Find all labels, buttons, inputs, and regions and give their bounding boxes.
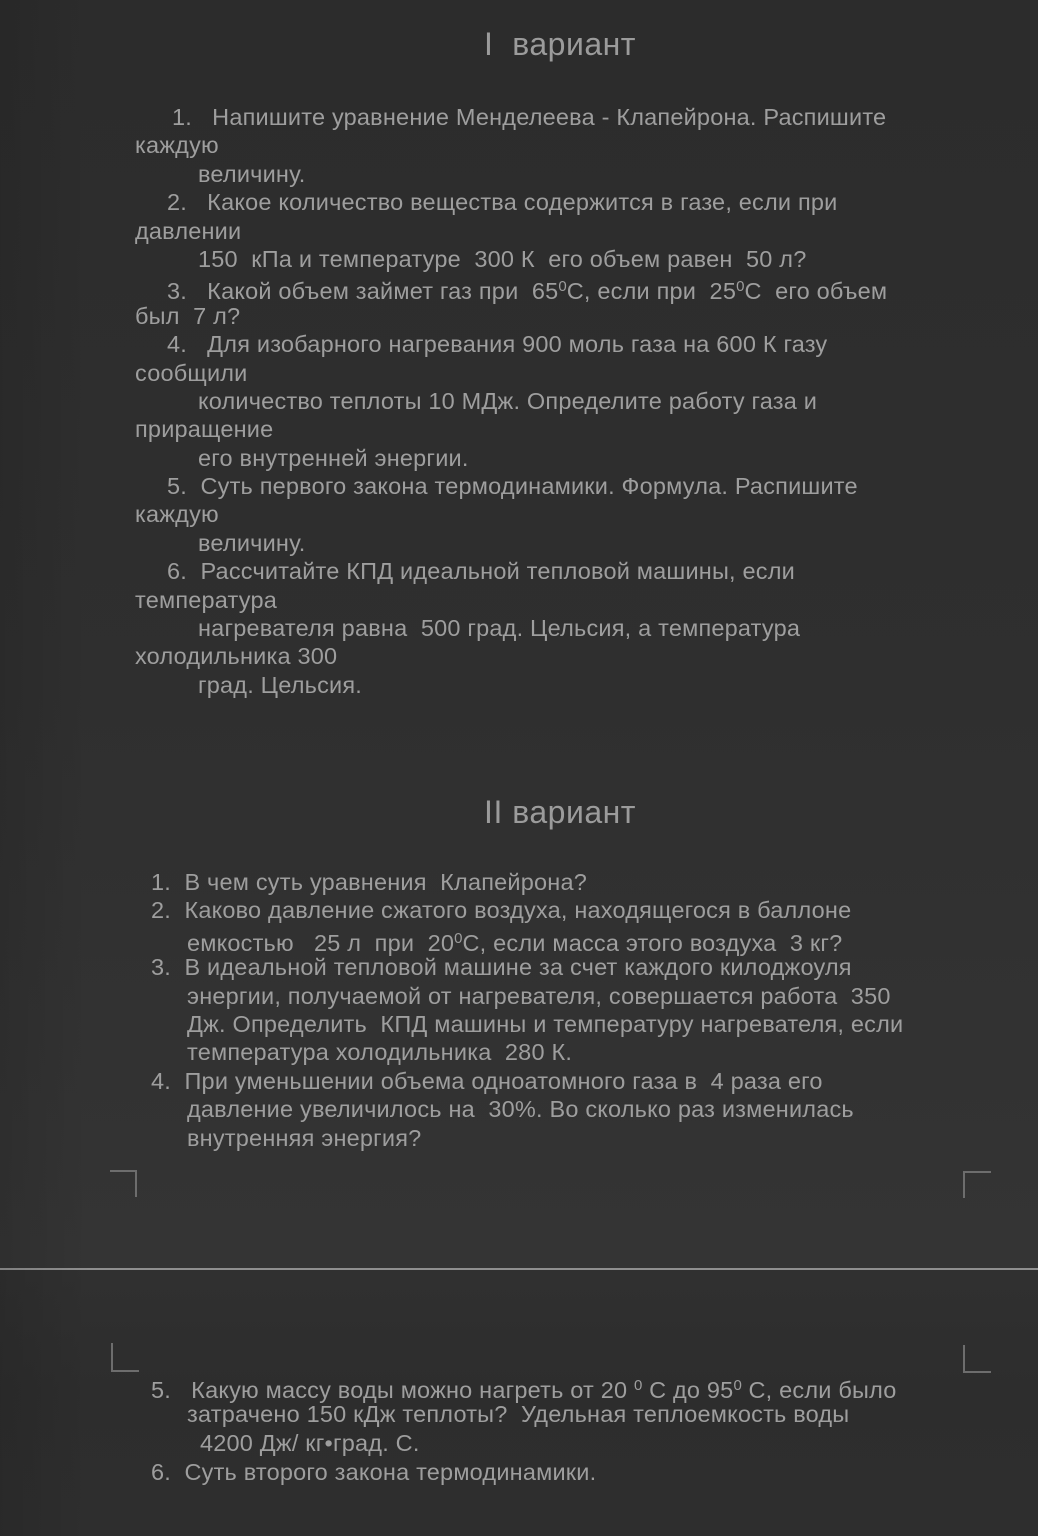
line-text: 4200 Дж/ кг•град. С. — [200, 1430, 420, 1456]
corner-mark-icon — [110, 1170, 137, 1197]
question-line — [0, 1429, 1038, 1458]
question-line — [0, 1458, 1038, 1487]
question-line — [0, 982, 1038, 1010]
line-text: величину. — [198, 160, 306, 187]
line-text: сообщили — [135, 359, 248, 386]
line-text: 3. В идеальной тепловой машине за счет каждого килоджоуля — [151, 954, 852, 981]
question-line — [0, 1038, 1038, 1066]
question-line — [0, 557, 1038, 585]
question-line — [0, 925, 1038, 956]
question-line — [0, 131, 1038, 159]
question-line — [0, 500, 1038, 528]
question-line — [0, 586, 1038, 614]
superscript-zero: 0 — [558, 278, 567, 296]
line-text: емкостью 25 л при 20 — [187, 929, 455, 956]
line-text: 4. При уменьшении объема одноатомного газа в 4 раза его — [151, 1067, 823, 1094]
question-line — [0, 671, 1038, 699]
line-text: каждую — [135, 132, 219, 159]
line-text: 1. Напишите уравнение Менделеева - Клапейрона. Распишите — [172, 104, 887, 130]
question-line — [0, 1371, 1038, 1403]
line-text: приращение — [135, 416, 274, 443]
line-text: давлении — [135, 217, 242, 244]
superscript-zero: 0 — [454, 929, 463, 947]
question-line — [0, 444, 1038, 472]
question-line — [0, 1400, 1038, 1429]
question-line — [0, 245, 1038, 273]
question-line — [0, 160, 1038, 188]
line-text: 6. Рассчитайте КПД идеальной тепловой машины, если — [167, 558, 795, 585]
line-text: его внутренней энергии. — [198, 444, 469, 471]
question-line — [0, 188, 1038, 216]
corner-mark-icon — [963, 1345, 991, 1373]
line-text: внутренняя энергия? — [187, 1124, 422, 1151]
line-text: 4. Для изобарного нагревания 900 моль газа на 600 К газу — [167, 331, 828, 358]
question-line — [0, 1095, 1038, 1123]
variant-1-questions — [0, 103, 1038, 699]
question-line — [0, 387, 1038, 415]
line-text: С, если при 25 — [566, 278, 737, 305]
variant-1-title: I вариант — [484, 26, 636, 62]
line-text: каждую — [135, 501, 219, 528]
line-text: 150 кПа и температуре 300 К его объем равен 50 л? — [198, 245, 807, 272]
document-page-2 — [0, 1270, 1038, 1536]
corner-mark-icon — [111, 1343, 139, 1372]
superscript-zero: 0 — [733, 1377, 742, 1394]
line-text: 3. Какой объем займет газ при 65 — [167, 278, 559, 305]
line-text: град. Цельсия. — [198, 671, 363, 698]
line-text: 6. Суть второго закона термодинамики. — [151, 1459, 597, 1485]
line-text: С до 95 — [642, 1377, 734, 1403]
question-line — [0, 415, 1038, 443]
question-line — [0, 302, 1038, 330]
question-line — [0, 642, 1038, 670]
line-text: величину. — [198, 529, 306, 556]
superscript-zero: 0 — [736, 278, 745, 296]
question-line — [0, 896, 1038, 924]
line-text: был 7 л? — [135, 302, 241, 329]
line-text: температура — [135, 586, 277, 613]
question-line — [0, 103, 1038, 131]
question-line — [0, 529, 1038, 557]
line-text: С, если было — [741, 1377, 897, 1403]
variant-2-title: II вариант — [484, 794, 636, 830]
line-text: энергии, получаемой от нагревателя, совершается работа 350 — [187, 982, 891, 1009]
question-line — [0, 273, 1038, 305]
superscript-zero: 0 — [634, 1377, 643, 1394]
question-line — [0, 614, 1038, 642]
corner-mark-icon — [963, 1171, 991, 1198]
question-line — [0, 953, 1038, 981]
question-line — [0, 472, 1038, 500]
question-line — [0, 1124, 1038, 1152]
question-line — [0, 868, 1038, 896]
line-text: Дж. Определить КПД машины и температуру нагревателя, если — [187, 1010, 904, 1037]
question-line — [0, 1067, 1038, 1095]
question-line — [0, 217, 1038, 245]
line-text: давление увеличилось на 30%. Во сколько раз изменилась — [187, 1096, 854, 1123]
question-line — [0, 1010, 1038, 1038]
line-text: 2. Какое количество вещества содержится в газе, если при — [167, 189, 838, 216]
line-text: 2. Каково давление сжатого воздуха, находящегося в баллоне — [151, 897, 852, 924]
line-text: 1. В чем суть уравнения Клапейрона? — [151, 869, 587, 895]
question-line — [0, 330, 1038, 358]
variant-2-questions — [0, 868, 1038, 1152]
line-text: 5. Какую массу воды можно нагреть от 20 — [151, 1377, 634, 1403]
question-line — [0, 359, 1038, 387]
line-text: 5. Суть первого закона термодинамики. Формула. Распишите — [167, 473, 858, 500]
line-text: холодильника 300 — [135, 643, 338, 670]
line-text: нагревателя равна 500 град. Цельсия, а температура — [198, 615, 801, 642]
line-text: С, если масса этого воздуха 3 кг? — [462, 929, 843, 956]
line-text: затрачено 150 кДж теплоты? Удельная теплоемкость воды — [187, 1401, 850, 1427]
line-text: температура холодильника 280 К. — [187, 1039, 573, 1066]
line-text: количество теплоты 10 МДж. Определите работу газа и — [198, 387, 818, 414]
line-text: С его объем — [744, 278, 888, 305]
variant-2-questions-continued — [0, 1371, 1038, 1487]
